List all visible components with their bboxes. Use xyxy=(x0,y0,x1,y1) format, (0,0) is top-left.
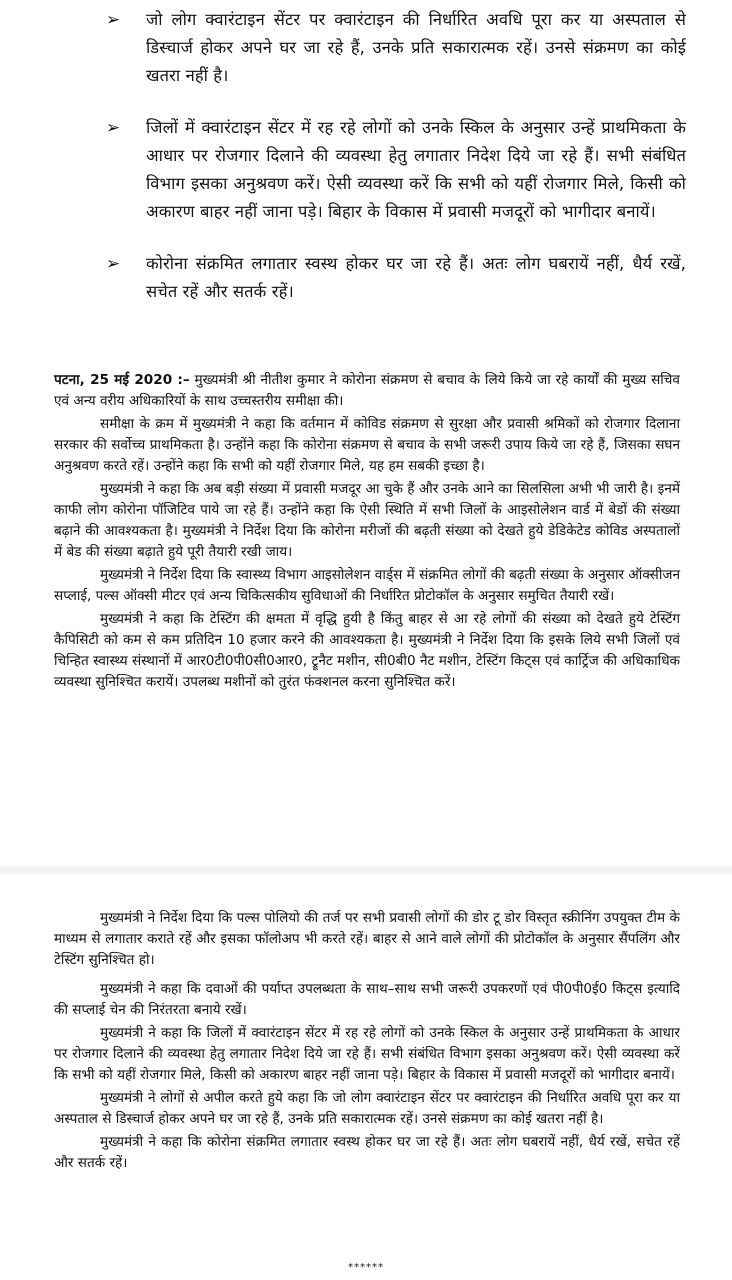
bullet-item xyxy=(106,114,686,226)
bullet-item xyxy=(106,6,686,90)
press-release-continued xyxy=(54,908,680,1176)
bullet-text: जो लोग क्वारंटाइन सेंटर पर क्वारंटाइन की निर्धारित अवधि पूरा कर या अस्पताल से डिस्चार्ज होकर अपने घर जा रहे हैं, उनके प्रति सकारात्मक रहें। उनसे संक्रमण का कोई खतरा नहीं है। xyxy=(146,10,686,85)
arrow-bullet-icon: ➢ xyxy=(106,254,121,274)
paragraph: मुख्यमंत्री ने कहा कि अब बड़ी संख्या में प्रवासी मजदूर आ चुके हैं और उनके आने का सिलसिला अभी भी जारी है। इनमें काफी लोग कोरोना पॉजिटिव पाये जा रहे हैं। उन्होंने कहा कि ऐसी स्थिति में सभी जिलों के आइसोलेशन वार्ड में बेडों की संख्या बढ़ाने की आवश्यकता है। मुख्यमंत्री ने निर्देश दिया कि कोरोना मरीजों की बढ़ती संख्या को देखते हुये डेडिकेटेड कोविड अस्पतालों में बेड की संख्या बढ़ाते हुये पूरी तैयारी रखी जाय। xyxy=(54,481,681,560)
press-release-body xyxy=(54,370,680,695)
end-mark: ****** xyxy=(348,1262,384,1273)
bullet-text: कोरोना संक्रमित लगातार स्वस्थ होकर घर जा रहे हैं। अतः लोग घबरायें नहीं, धैर्य रखें, सचेत रहें और सतर्क रहें। xyxy=(146,254,686,301)
paragraph: मुख्यमंत्री ने कहा कि जिलों में क्वारंटाइन सेंटर में रह रहे लोगों को उनके स्किल के अनुसार उन्हें प्राथमिकता के आधार पर रोजगार दिलाने की व्यवस्था हेतु लगातार निदेश दिये जा रहे हैं। सभी संबंधित विभाग इसका अनुश्रवण करें। ऐसी व्यवस्था करें कि सभी को यहीं रोजगार मिले, किसी को अकारण बाहर नहीं जाना पड़े। बिहार के विकास में प्रवासी मजदूरों को भागीदार बनायें। xyxy=(54,1025,680,1083)
bullet-list xyxy=(106,6,686,330)
bullet-item xyxy=(106,250,686,306)
paragraph-text: मुख्यमंत्री श्री नीतीश कुमार ने कोरोना संक्रमण से बचाव के लिये किये जा रहे कार्यों की मुख्य सचिव एवं अन्य वरीय अधिकारियों के साथ उच्चस्तरीय समीक्षा की। xyxy=(54,372,680,409)
page-break xyxy=(0,866,732,874)
paragraph: मुख्यमंत्री ने निर्देश दिया कि स्वास्थ्य विभाग आइसोलेशन वार्ड्स में संक्रमित लोगों की बढ़ती संख्या के अनुसार ऑक्सीजन सप्लाई, पल्स ऑक्सी मीटर एवं अन्य चिकित्सकीय सुविधाओं की निर्धारित प्रोटोकॉल के अनुसार समुचित तैयारी रखें। xyxy=(54,567,680,604)
paragraph: मुख्यमंत्री ने लोगों से अपील करते हुये कहा कि जो लोग क्वारंटाइन सेंटर पर क्वारंटाइन की निर्धारित अवधि पूरा कर या अस्पताल से डिस्चार्ज होकर अपने घर जा रहे हैं, उनके प्रति सकारात्मक रहें। उनसे संक्रमण का कोई खतरा नहीं है। xyxy=(54,1090,680,1127)
paragraph: मुख्यमंत्री ने कहा कि टेस्टिंग की क्षमता में वृद्धि हुयी है किंतु बाहर से आ रहे लोगों की संख्या को देखते हुये टेस्टिंग कैपिसिटी को कम से कम प्रतिदिन 10 हजार करने की आवश्यकता है। मुख्यमंत्री ने निर्देश दिया कि इसके लिये सभी जिलों एवं चिन्हित स्वास्थ्य संस्थानों में आर0टी0पी0सी0आर0, ट्रूनैट मशीन, सी0बी0 नैट मशीन, टेस्टिंग किट्स एवं कार्ट्रिज की अधिकाधिक व्यवस्था सुनिश्चित करायें। उपलब्ध मशीनों को तुरंत फंक्शनल करना सुनिश्चित करें। xyxy=(54,611,680,690)
paragraph: समीक्षा के क्रम में मुख्यमंत्री ने कहा कि वर्तमान में कोविड संक्रमण से सुरक्षा और प्रवासी श्रमिकों को रोजगार दिलाना सरकार की सर्वोच्च प्राथमिकता है। उन्होंने कहा कि कोरोना संक्रमण से बचाव के सभी जरूरी उपाय किये जा रहे हैं, जिसका सघन अनुश्रवण करते रहें। उन्होंने कहा कि सभी को यहीं रोजगार मिले, यह हम सबकी इच्छा है। xyxy=(54,416,680,474)
paragraph: मुख्यमंत्री ने कहा कि कोरोना संक्रमित लगातार स्वस्थ होकर घर जा रहे हैं। अतः लोग घबरायें नहीं, धैर्य रखें, सचेत रहें और सतर्क रहें। xyxy=(54,1134,680,1171)
arrow-bullet-icon: ➢ xyxy=(106,118,121,138)
paragraph: मुख्यमंत्री ने निर्देश दिया कि पल्स पोलियो की तर्ज पर सभी प्रवासी लोगों की डोर टू डोर विस्तृत स्क्रीनिंग उपयुक्त टीम के माध्यम से लगातार कराते रहें और इसका फॉलोअप भी करते रहें। बाहर से आने वाले लोगों की प्रोटोकॉल के अनुसार सैंपलिंग और टेस्टिंग सुनिश्चित हो। xyxy=(54,910,680,968)
paragraph xyxy=(54,370,680,412)
paragraph: मुख्यमंत्री ने कहा कि दवाओं की पर्याप्त उपलब्धता के साथ–साथ सभी जरूरी उपकरणों एवं पी0पी0ई0 किट्स इत्यादि की सप्लाई चेन की निरंतरता बनाये रखें। xyxy=(54,981,680,1018)
dateline: पटना, 25 मई 2020 :– xyxy=(54,372,190,388)
arrow-bullet-icon: ➢ xyxy=(106,10,121,30)
bullet-text: जिलों में क्वारंटाइन सेंटर में रह रहे लोगों को उनके स्किल के अनुसार उन्हें प्राथमिकता के आधार पर रोजगार दिलाने की व्यवस्था हेतु लगातार निदेश दिये जा रहे हैं। सभी संबंधित विभाग इसका अनुश्रवण करें। ऐसी व्यवस्था करें कि सभी को यहीं रोजगार मिले, किसी को अकारण बाहर नहीं जाना पड़े। बिहार के विकास में प्रवासी मजदूरों को भागीदार बनायें। xyxy=(146,118,686,221)
